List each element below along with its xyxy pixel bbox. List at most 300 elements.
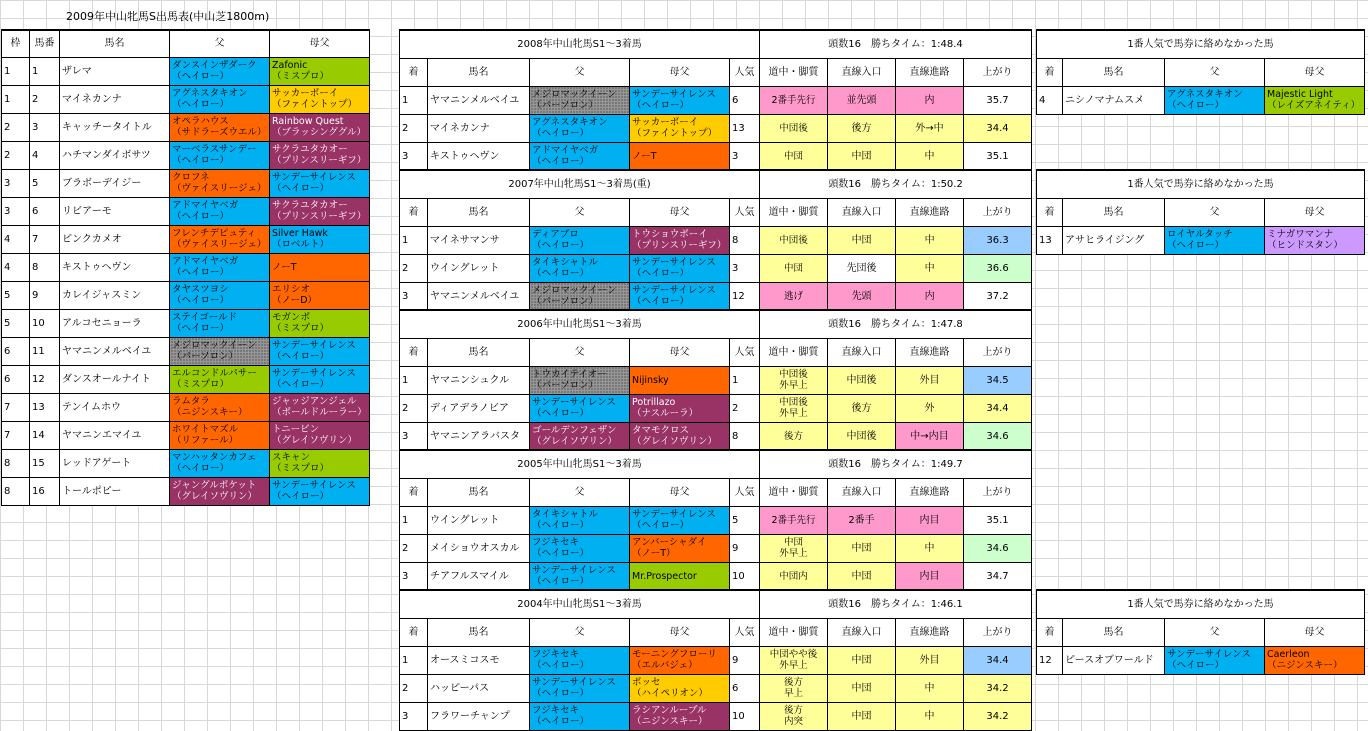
result-row [400, 646, 1032, 674]
stretch-entry [828, 646, 896, 674]
line-1: ミナガワマンナ [1267, 229, 1334, 240]
umaban: 15 [30, 449, 60, 477]
fav-header: 着 [1037, 618, 1063, 646]
line-1: トウカイテイオー [532, 369, 607, 380]
line-2: （ヴァイスリージェ） [172, 239, 267, 250]
broodmare-sire-cell [270, 225, 370, 253]
fav-title-row [1037, 590, 1365, 618]
sire-cell [170, 57, 270, 85]
broodmare-sire-cell [270, 85, 370, 113]
umaban: 6 [30, 197, 60, 225]
line-1: ノーT [632, 150, 657, 162]
line-2: （ヘイロー） [532, 548, 590, 559]
stretch-entry-line: 中団後 [846, 430, 877, 442]
entry-row [2, 365, 370, 393]
waku-number: 8 [2, 477, 30, 505]
finish-rank: 1 [400, 366, 428, 394]
broodmare-sire-cell [270, 57, 370, 85]
horse-name: ザレマ [60, 57, 170, 85]
horse-name: ヤマニンアラバスタ [428, 422, 530, 450]
last-3f: 34.4 [964, 114, 1032, 142]
line-1: メジロマックイーン [172, 340, 257, 351]
result-title: 2004年中山牝馬S1～3着馬 [400, 590, 760, 618]
stretch-entry-line: 後方 [851, 122, 872, 134]
popularity: 12 [730, 282, 760, 310]
sire-cell [170, 477, 270, 505]
result-header: 馬名 [428, 338, 530, 366]
popularity: 9 [730, 534, 760, 562]
line-2: （ファイントップ） [632, 128, 718, 139]
stretch-entry-line: 先団後 [846, 262, 877, 274]
last-3f: 34.5 [964, 366, 1032, 394]
line-1: オペラハウス [172, 116, 229, 127]
running-style [760, 646, 828, 674]
waku-number: 1 [2, 85, 30, 113]
stretch-entry-line: 中団 [851, 234, 872, 246]
line-1: タマモクロス [632, 425, 690, 436]
stretch-entry-line: 中団 [851, 150, 872, 162]
result-header: 馬名 [428, 478, 530, 506]
line-1: サンデーサイレンス [632, 285, 716, 296]
line-2: （ヒンドスタン） [1267, 240, 1343, 251]
line-2: （ヘイロー） [632, 520, 690, 531]
line-2: （レイズアネイティ） [1267, 100, 1361, 111]
line-2: （ヘイロー） [632, 296, 690, 307]
broodmare-sire-cell [630, 506, 730, 534]
finish-rank: 12 [1037, 646, 1063, 674]
sire-cell [530, 534, 630, 562]
broodmare-sire-cell [1265, 86, 1365, 114]
running-style-line: 2番手先行 [771, 94, 816, 106]
fav-title-row [1037, 170, 1365, 198]
running-style-line: 早上 [783, 688, 803, 699]
line-1: ラシアンルーブル [632, 705, 707, 716]
result-header: 直線進路 [896, 198, 964, 226]
line-2: （ヘイロー） [532, 520, 590, 531]
popularity: 8 [730, 422, 760, 450]
waku-number: 7 [2, 421, 30, 449]
line-1: サンデーサイレンス [532, 397, 616, 408]
line-2: （ヴァイスリージェ） [172, 183, 267, 194]
running-style-line: 内突 [783, 716, 803, 727]
stretch-entry-line: 中団後 [846, 374, 877, 386]
stretch-entry [828, 86, 896, 114]
last-3f: 35.1 [964, 506, 1032, 534]
result-header: 馬名 [428, 58, 530, 86]
result-header: 母父 [630, 338, 730, 366]
finish-rank: 3 [400, 422, 428, 450]
sire-cell [170, 393, 270, 421]
line-1: サンデーサイレンス [272, 340, 356, 351]
fav-header: 父 [1165, 198, 1265, 226]
last-3f: 34.2 [964, 674, 1032, 702]
line-1: フジキセキ [532, 705, 580, 716]
entry-row [2, 393, 370, 421]
line-2: （ヘイロー） [272, 183, 330, 194]
line-1: ノーT [272, 261, 297, 273]
line-1: サッカーボーイ [632, 117, 699, 128]
result-title-row [400, 450, 1032, 478]
fav-title-row [1037, 30, 1365, 58]
sire-cell [530, 422, 630, 450]
line-1: Silver Hawk [272, 228, 328, 239]
running-style-line: 中団後 [779, 122, 808, 134]
horse-name: ハッピーパス [428, 674, 530, 702]
broodmare-sire-cell [270, 169, 370, 197]
stretch-entry [828, 114, 896, 142]
line-1: Potrillazo [632, 397, 676, 408]
sire-cell [170, 449, 270, 477]
line-2: （ボールドルーラー） [272, 407, 367, 418]
entry-row [2, 253, 370, 281]
waku-number: 8 [2, 449, 30, 477]
horse-name: ヤマニンエマイユ [60, 421, 170, 449]
line-2: （ヘイロー） [172, 295, 230, 306]
sire-cell [530, 142, 630, 170]
line-1: ゴールデンフェザン [532, 425, 617, 436]
col-bms: 母父 [270, 30, 370, 57]
line-2: （ロベルト） [272, 239, 330, 250]
result-info: 頭数16 勝ちタイム：1:46.1 [760, 590, 1032, 618]
result-header: 道中・脚質 [760, 478, 828, 506]
horse-name: ヤマニンメルベイユ [428, 86, 530, 114]
broodmare-sire-cell [630, 142, 730, 170]
result-header: 直線入口 [828, 198, 896, 226]
result-row [400, 562, 1032, 590]
finish-rank: 2 [400, 534, 428, 562]
line-1: Rainbow Quest [272, 116, 344, 127]
popularity: 2 [730, 394, 760, 422]
entry-row [2, 85, 370, 113]
result-header: 上がり [964, 618, 1032, 646]
result-title: 2008年中山牝馬S1～3着馬 [400, 30, 760, 58]
result-row [400, 282, 1032, 310]
running-style-line: 中団やや後 [769, 649, 818, 660]
line-1: アドマイヤベガ [172, 256, 239, 267]
sire-cell [530, 646, 630, 674]
umaban: 9 [30, 281, 60, 309]
popularity: 8 [730, 226, 760, 254]
broodmare-sire-cell [630, 534, 730, 562]
line-1: アグネスタキオン [172, 88, 248, 99]
running-style [760, 534, 828, 562]
result-info: 頭数16 勝ちタイム：1:47.8 [760, 310, 1032, 338]
result-title: 2007年中山牝馬S1～3着馬(重) [400, 170, 760, 198]
line-1: モーニングフローリ [632, 649, 717, 660]
result-header: 馬名 [428, 198, 530, 226]
running-style-line: 外早上 [779, 380, 808, 391]
stretch-entry-line: 中団 [851, 570, 872, 582]
horse-name: リビアーモ [60, 197, 170, 225]
stretch-course: 外→中 [896, 114, 964, 142]
result-header-row [400, 338, 1032, 366]
stretch-entry [828, 394, 896, 422]
line-2: （ヘイロー） [1167, 240, 1225, 251]
popularity: 9 [730, 646, 760, 674]
result-row [400, 254, 1032, 282]
finish-rank: 1 [400, 506, 428, 534]
finish-rank: 3 [400, 702, 428, 730]
line-1: サクラユタカオー [272, 144, 348, 155]
line-2: （ヘイロー） [172, 99, 230, 110]
line-1: アドマイヤベガ [532, 145, 599, 156]
fav-title: 1番人気で馬券に絡めなかった馬 [1037, 170, 1365, 198]
horse-name: ヤマニンメルベイユ [428, 282, 530, 310]
line-1: エリシオ [272, 284, 311, 295]
broodmare-sire-cell [270, 449, 370, 477]
horse-name: ウイングレット [428, 506, 530, 534]
horse-name: メイショウオスカル [428, 534, 530, 562]
entry-row [2, 225, 370, 253]
line-2: （ミスプロ） [272, 463, 330, 474]
stretch-course: 中 [896, 674, 964, 702]
result-info: 頭数16 勝ちタイム：1:48.4 [760, 30, 1032, 58]
horse-name: マイネカンナ [60, 85, 170, 113]
broodmare-sire-cell [270, 365, 370, 393]
line-2: （ノーD） [272, 295, 318, 306]
result-header: 着 [400, 198, 428, 226]
fav-header-row [1037, 198, 1365, 226]
result-row [400, 86, 1032, 114]
result-header: 着 [400, 338, 428, 366]
broodmare-sire-cell [630, 422, 730, 450]
line-2: （グレイソヴリン） [632, 436, 718, 447]
last-3f: 34.4 [964, 646, 1032, 674]
line-2: （グレイソヴリン） [532, 436, 618, 447]
horse-name: ウイングレット [428, 254, 530, 282]
finish-rank: 1 [400, 226, 428, 254]
running-style [760, 394, 828, 422]
stretch-course: 中 [896, 254, 964, 282]
popularity: 10 [730, 702, 760, 730]
broodmare-sire-cell [270, 309, 370, 337]
line-2: （ファイントップ） [272, 99, 358, 110]
horse-name: テンイムホウ [60, 393, 170, 421]
line-2: （グレイソヴリン） [272, 435, 358, 446]
sire-cell [170, 225, 270, 253]
last-3f: 35.1 [964, 142, 1032, 170]
broodmare-sire-cell [630, 646, 730, 674]
entry-row [2, 449, 370, 477]
horse-name: カレイジャスミン [60, 281, 170, 309]
running-style-line: 逃げ [784, 290, 804, 302]
result-title: 2005年中山牝馬S1～3着馬 [400, 450, 760, 478]
sire-cell [530, 674, 630, 702]
result-row [400, 422, 1032, 450]
running-style-line: 中団内 [779, 570, 808, 582]
waku-number: 6 [2, 365, 30, 393]
result-table-4 [399, 589, 1032, 731]
broodmare-sire-cell [630, 562, 730, 590]
sire-cell [170, 281, 270, 309]
waku-number: 2 [2, 141, 30, 169]
sire-cell [530, 506, 630, 534]
umaban: 8 [30, 253, 60, 281]
last-3f: 36.3 [964, 226, 1032, 254]
stretch-course: 中 [896, 534, 964, 562]
line-1: フジキセキ [532, 649, 580, 660]
stretch-entry-line: 並先頭 [846, 94, 877, 106]
sire-cell [170, 421, 270, 449]
fav-header: 母父 [1265, 58, 1365, 86]
waku-number: 4 [2, 253, 30, 281]
line-2: （ヘイロー） [172, 71, 230, 82]
horse-name: ニシノマナムスメ [1063, 86, 1165, 114]
popularity: 6 [730, 674, 760, 702]
stretch-course: 外目 [896, 646, 964, 674]
stretch-entry-line: 先頭 [851, 290, 872, 302]
running-style [760, 226, 828, 254]
finish-rank: 4 [1037, 86, 1063, 114]
line-2: （パーソロン） [532, 380, 599, 391]
fav-header: 母父 [1265, 618, 1365, 646]
fav-row [1037, 226, 1365, 254]
fav-header: 父 [1165, 58, 1265, 86]
line-2: （ミスプロ） [272, 71, 330, 82]
fav-header: 馬名 [1063, 618, 1165, 646]
result-header: 人気 [730, 58, 760, 86]
result-header: 着 [400, 58, 428, 86]
line-1: ジャッジアンジェル [272, 396, 357, 407]
last-3f: 34.7 [964, 562, 1032, 590]
waku-number: 6 [2, 337, 30, 365]
line-1: トウショウボーイ [632, 229, 708, 240]
horse-name: ハチマンダイボサツ [60, 141, 170, 169]
line-2: （ヘイロー） [1167, 660, 1225, 671]
result-row [400, 226, 1032, 254]
line-2: （ヘイロー） [272, 351, 330, 362]
result-header: 道中・脚質 [760, 58, 828, 86]
running-style [760, 254, 828, 282]
line-1: タヤスツヨシ [172, 284, 229, 295]
line-1: サンデーサイレンス [532, 677, 616, 688]
line-2: （ヘイロー） [172, 211, 230, 222]
horse-name: ディアデラノビア [428, 394, 530, 422]
broodmare-sire-cell [630, 226, 730, 254]
running-style [760, 114, 828, 142]
line-1: アグネスタキオン [532, 117, 608, 128]
popularity: 13 [730, 114, 760, 142]
last-3f: 37.2 [964, 282, 1032, 310]
sire-cell [530, 282, 630, 310]
sire-cell [170, 113, 270, 141]
running-style-line: 外早上 [779, 548, 808, 559]
fav-header: 着 [1037, 58, 1063, 86]
result-header: 父 [530, 198, 630, 226]
stretch-entry-line: 中団 [851, 654, 872, 666]
running-style-line: 外早上 [779, 660, 808, 671]
result-row [400, 534, 1032, 562]
stretch-entry [828, 254, 896, 282]
running-style-line: 外早上 [779, 408, 808, 419]
finish-rank: 2 [400, 394, 428, 422]
line-2: （ヘイロー） [532, 128, 590, 139]
sire-cell [530, 226, 630, 254]
finish-rank: 1 [400, 86, 428, 114]
running-style [760, 562, 828, 590]
finish-rank: 3 [400, 282, 428, 310]
line-2: （ヘイロー） [172, 155, 230, 166]
line-1: マンハッタンカフェ [172, 452, 257, 463]
page-title: 2009年中山牝馬S出馬表(中山芝1800m) [66, 10, 270, 23]
result-row [400, 506, 1032, 534]
horse-name: キャッチータイトル [60, 113, 170, 141]
line-1: サッカーボーイ [272, 88, 339, 99]
horse-name: フラワーチャンプ [428, 702, 530, 730]
umaban: 3 [30, 113, 60, 141]
fav-row [1037, 86, 1365, 114]
result-header: 父 [530, 58, 630, 86]
result-title: 2006年中山牝馬S1～3着馬 [400, 310, 760, 338]
horse-name: ピンクカメオ [60, 225, 170, 253]
broodmare-sire-cell [270, 141, 370, 169]
fav-header: 馬名 [1063, 58, 1165, 86]
line-2: （ヘイロー） [632, 268, 690, 279]
result-header: 馬名 [428, 618, 530, 646]
umaban: 11 [30, 337, 60, 365]
entry-row [2, 421, 370, 449]
finish-rank: 13 [1037, 226, 1063, 254]
line-2: （プリンスリーギフ） [272, 155, 367, 166]
sire-cell [170, 365, 270, 393]
horse-name: アサヒライジング [1063, 226, 1165, 254]
stretch-course: 外 [896, 394, 964, 422]
line-1: サンデーサイレンス [532, 565, 616, 576]
last-3f: 34.6 [964, 534, 1032, 562]
entry-row [2, 57, 370, 85]
result-row [400, 142, 1032, 170]
line-1: ロイヤルタッチ [1167, 229, 1233, 240]
sire-cell [170, 169, 270, 197]
entry-row [2, 197, 370, 225]
result-row [400, 366, 1032, 394]
result-table-0 [399, 29, 1032, 171]
running-style-line: 中団後 [779, 369, 808, 380]
popularity: 1 [730, 366, 760, 394]
result-header: 直線入口 [828, 478, 896, 506]
result-row [400, 394, 1032, 422]
line-2: （ヘイロー） [532, 660, 590, 671]
result-header: 着 [400, 478, 428, 506]
line-2: （ニジンスキー） [632, 716, 708, 727]
horse-name: キストゥヘヴン [60, 253, 170, 281]
popularity: 3 [730, 142, 760, 170]
line-2: （ヘイロー） [172, 267, 230, 278]
stretch-course: 内目 [896, 562, 964, 590]
stretch-entry [828, 142, 896, 170]
broodmare-sire-cell [630, 282, 730, 310]
finish-rank: 3 [400, 562, 428, 590]
col-sire: 父 [170, 30, 270, 57]
fav-table-0 [1036, 29, 1365, 115]
result-header-row [400, 618, 1032, 646]
fav-header: 馬名 [1063, 198, 1165, 226]
running-style-line: 後方 [783, 705, 803, 716]
line-1: サンデーサイレンス [632, 257, 716, 268]
result-row [400, 114, 1032, 142]
sire-cell [530, 366, 630, 394]
broodmare-sire-cell [270, 281, 370, 309]
entry-row [2, 477, 370, 505]
waku-number: 5 [2, 309, 30, 337]
stretch-course: 内 [896, 282, 964, 310]
fav-title: 1番人気で馬券に絡めなかった馬 [1037, 30, 1365, 58]
running-style-line: 中団後 [779, 234, 808, 246]
line-1: ジャングルポケット [172, 480, 257, 491]
running-style-line: 後方 [783, 430, 803, 442]
broodmare-sire-cell [630, 254, 730, 282]
line-1: ポッセ [632, 677, 661, 688]
